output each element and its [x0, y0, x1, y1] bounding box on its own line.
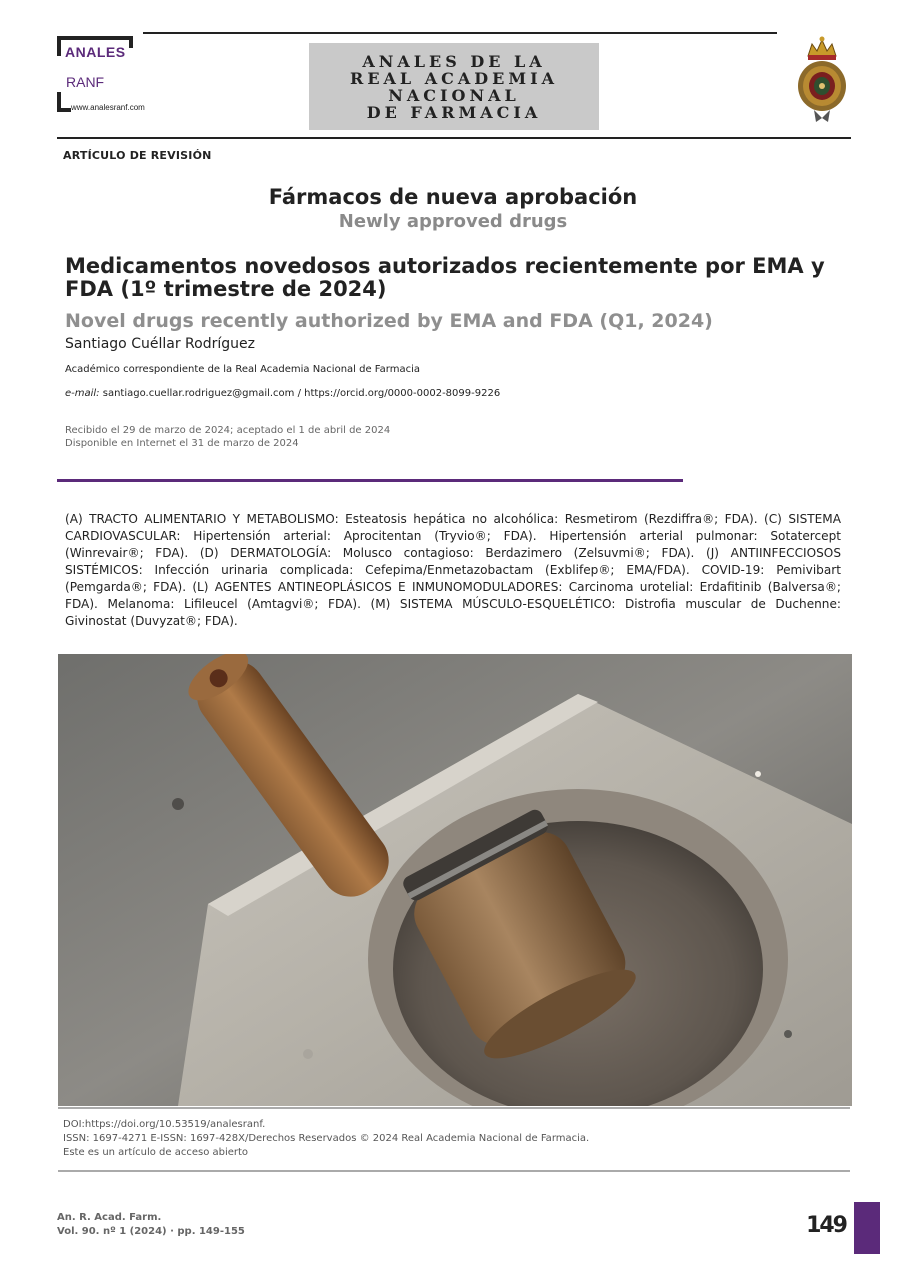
issn-text: ISSN: 1697-4271 E-ISSN: 1697-428X/Derechos Reservados © 2024 Real Academia Nacional de Farmacia. [63, 1133, 590, 1144]
page-number: 149 [806, 1213, 846, 1238]
journal-title-box [309, 43, 599, 130]
citation-journal: An. R. Acad. Farm. [57, 1212, 162, 1223]
header-bottom-rule [57, 137, 851, 139]
logo-bracket [57, 36, 133, 40]
email-value[interactable]: santiago.cuellar.rodriguez@gmail.com / https://orcid.org/0000-0002-8099-9226 [102, 388, 501, 399]
footer-rule [58, 1107, 850, 1109]
article-title-english: Novel drugs recently authorized by EMA and FDA (Q1, 2024) [65, 310, 713, 332]
logo-bracket [57, 36, 61, 56]
doi-link[interactable]: DOI:https://doi.org/10.53519/analesranf. [63, 1119, 266, 1130]
article-dates [65, 424, 390, 450]
footer-rule [58, 1170, 850, 1172]
stone-mortar-and-wooden-pestle-photo [58, 654, 852, 1106]
author-name: Santiago Cuéllar Rodríguez [65, 336, 255, 352]
email-label: e-mail: [65, 388, 100, 399]
author-affiliation: Académico correspondiente de la Real Academia Nacional de Farmacia [65, 364, 420, 375]
article-title: Medicamentos novedosos autorizados recientemente por EMA y FDA (1º trimestre de 2024) [65, 254, 825, 301]
page-accent-bar [854, 1202, 880, 1254]
logo-url: www.analesranf.com [71, 103, 145, 112]
section-label: ARTÍCULO DE REVISIÓN [63, 149, 212, 162]
section-divider [57, 479, 683, 482]
logo-ranf-text: RANF [66, 74, 105, 90]
abstract-text: (A) TRACTO ALIMENTARIO Y METABOLISMO: Esteatosis hepática no alcohólica: Resmetirom (Rezdiffra®; FDA). (C) SISTEMA CARDIOVASCULAR: Hipertensión arterial: Aprocitentan (Tryvio®; FDA). Hipertensión arterial pulmonar: Sotatercept (Winrevair®; FDA). (D) DERMATOLOGÍA: Molusco contagioso: Berdazimero (Zelsuvmi®; FDA). (J) ANTIINFECCIOSOS SISTÉMICOS: Infección urinaria complicada: Cefepima/Enmetazobactam (Exblifep®; EMA/FDA). COVID-19: Pemivibart (Pemgarda®; FDA). (L) AGENTES ANTINEOPLÁSICOS E INMUNOMODULADORES: Carcinoma urotelial: Erdafitinib (Balversa®; FDA). Melanoma: Lifileucel (Amtagvi®; FDA). (M) SISTEMA MÚSCULO-ESQUELÉTICO: Distrofia muscular de Duchenne: Givinostat (Duvyzat®; FDA). [65, 512, 841, 628]
citation-volume: Vol. 90. nº 1 (2024) · pp. 149-155 [57, 1226, 245, 1237]
logo-anales-text: ANALES [65, 44, 126, 60]
citation-block [57, 1211, 245, 1239]
journal-title: ANALES DE LA REAL ACADEMIA NACIONAL DE FARMACIA [350, 51, 558, 122]
category-title: Fármacos de nueva aprobación [268, 185, 638, 209]
doi-block [63, 1118, 589, 1160]
royal-academy-crest-icon [794, 34, 850, 126]
received-date: Recibido el 29 de marzo de 2024; aceptado el 1 de abril de 2024 [65, 425, 391, 436]
logo-bracket [57, 108, 71, 112]
journal-logo [57, 36, 169, 116]
logo-bracket [129, 36, 133, 48]
open-access-text: Este es un artículo de acceso abierto [63, 1147, 249, 1158]
header-top-rule [143, 32, 777, 34]
author-contact [65, 388, 500, 399]
online-date: Disponible en Internet el 31 de marzo de 2024 [65, 438, 299, 449]
category-subtitle: Newly approved drugs [338, 211, 568, 232]
